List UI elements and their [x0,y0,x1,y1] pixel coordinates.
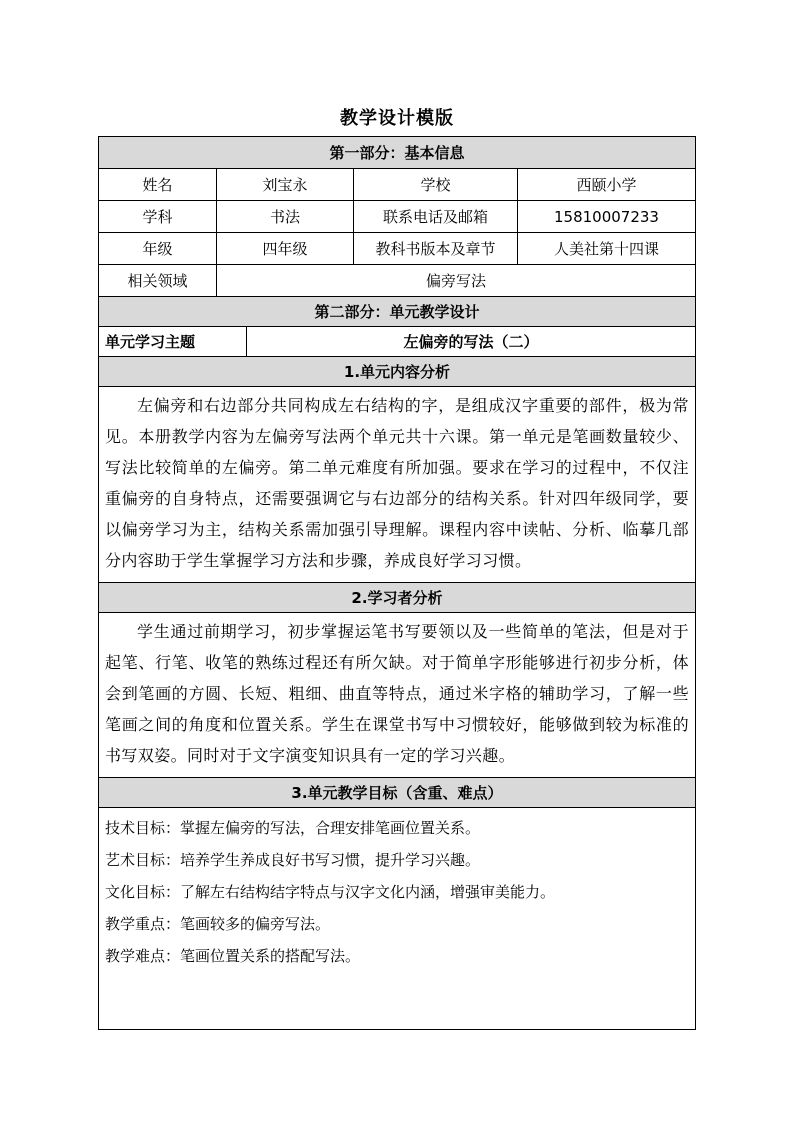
part2-heading: 第二部分：单元教学设计 [99,297,696,327]
subject-value: 书法 [217,201,354,233]
textbook-label: 教科书版本及章节 [354,233,518,265]
topic-value: 左偏旁的写法（二） [247,327,696,357]
section2-heading: 2.学习者分析 [99,583,696,613]
field-label: 相关领域 [99,265,217,297]
content-analysis-text: 左偏旁和右边部分共同构成左右结构的字，是组成汉字重要的部件，极为常见。本册教学内容为左偏旁写法两个单元共十六课。第一单元是笔画数量较少、写法比较简单的左偏旁。第二单元难度有所加强。要求在学习的过程中，不仅注重偏旁的自身特点，还需要强调它与右边部分的结构关系。针对四年级同学，要以偏旁学习为主，结构关系需加强引导理解。课程内容中读帖、分析、临摹几部分内容助于学生掌握学习方法和步骤，养成良好学习习惯。 [99,387,696,583]
goal-culture: 文化目标：了解左右结构结字特点与汉字文化内涵，增强审美能力。 [105,883,556,901]
grade-label: 年级 [99,233,217,265]
part1-heading: 第一部分：基本信息 [99,137,696,169]
name-value: 刘宝永 [217,169,354,201]
goal-technique: 技术目标：掌握左偏旁的写法，合理安排笔画位置关系。 [105,819,481,837]
section1-heading: 1.单元内容分析 [99,357,696,387]
subject-label: 学科 [99,201,217,233]
goal-art: 艺术目标：培养学生养成良好书写习惯，提升学习兴趣。 [105,851,481,869]
contact-value: 15810007233 [518,201,696,233]
document-title: 教学设计模版 [340,108,454,129]
lesson-design-table [98,136,696,1030]
teaching-focus: 教学重点：笔画较多的偏旁写法。 [105,915,331,933]
field-value: 偏旁写法 [217,265,696,297]
section3-heading: 3.单元教学目标（含重、难点） [99,778,696,808]
topic-label: 单元学习主题 [99,327,247,357]
school-label: 学校 [354,169,518,201]
contact-label: 联系电话及邮箱 [354,201,518,233]
textbook-value: 人美社第十四课 [518,233,696,265]
name-label: 姓名 [99,169,217,201]
learner-analysis-text: 学生通过前期学习，初步掌握运笔书写要领以及一些简单的笔法，但是对于起笔、行笔、收笔的熟练过程还有所欠缺。对于简单字形能够进行初步分析，体会到笔画的方圆、长短、粗细、曲直等特点，通过米字格的辅助学习，了解一些笔画之间的角度和位置关系。学生在课堂书写中习惯较好，能够做到较为标准的书写双姿。同时对于文字演变知识具有一定的学习兴趣。 [99,613,696,778]
school-value: 西颐小学 [518,169,696,201]
teaching-difficulty: 教学难点：笔画位置关系的搭配写法。 [105,947,361,965]
teaching-goals [99,808,696,1030]
grade-value: 四年级 [217,233,354,265]
